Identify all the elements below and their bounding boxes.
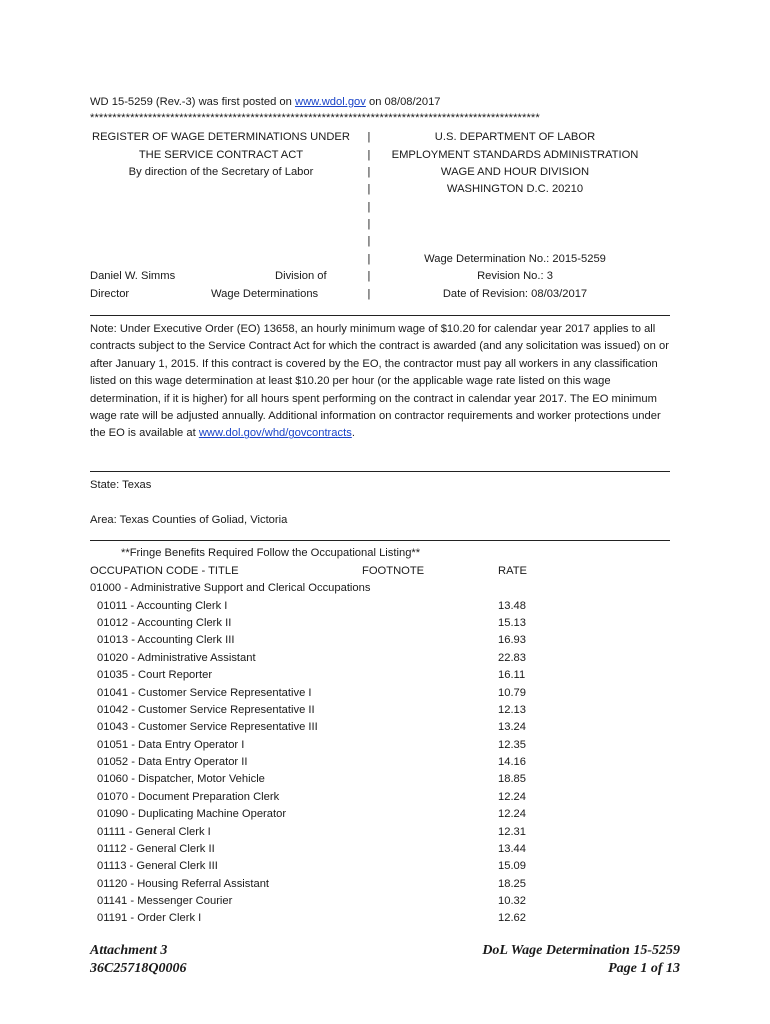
signatory-title: Director <box>90 288 130 300</box>
occupation-title: 01191 - Order Clerk I <box>97 912 202 924</box>
occupation-rate: 12.24 <box>498 808 526 820</box>
column-header-rate: RATE <box>498 565 528 577</box>
wdol-link[interactable]: www.wdol.gov <box>294 96 366 108</box>
occupation-rate: 12.13 <box>498 704 526 716</box>
register-title-line3: By direction of the Secretary of Labor <box>128 166 314 178</box>
column-divider: | <box>367 183 371 195</box>
revision-date: Date of Revision: 08/03/2017 <box>442 288 588 300</box>
occupation-title: 01090 - Duplicating Machine Operator <box>97 808 287 820</box>
column-divider: | <box>367 166 371 178</box>
occupation-rate: 22.83 <box>498 652 526 664</box>
division-label-line1: Division of <box>275 270 327 282</box>
occupation-rate: 12.62 <box>498 912 526 924</box>
header-rule <box>90 315 670 316</box>
determination-number: Wage Determination No.: 2015-5259 <box>424 253 606 265</box>
occupation-rate: 15.13 <box>498 617 526 629</box>
column-divider: | <box>367 253 371 265</box>
note-text: Note: Under Executive Order (EO) 13658, an hourly minimum wage of $10.20 for calendar year 2017 applies to all contracts subject to the Service Contract Act for which the contract is awarded (and any solicitation was issued) on or after January 1, 2015. If this contract is covered by the EO, the contractor must pay all workers in any classification listed on this wage determination at least $10.20 per hour (or the applicable wage rate listed on this wage determination, if it is higher) for all hours spent performing on the contract in calendar year 2017. The EO minimum wage rate will be adjusted annually. Additional information on contractor requirements and worker protections under the EO is available at <box>90 323 669 440</box>
occupation-title: 01012 - Accounting Clerk II <box>97 617 232 629</box>
fringe-benefits-note: **Fringe Benefits Required Follow the Occupational Listing** <box>121 547 421 559</box>
column-header-footnote: FOOTNOTE <box>362 565 425 577</box>
column-divider: | <box>367 149 371 161</box>
occupation-title: 01042 - Customer Service Representative II <box>97 704 315 716</box>
occupation-title: 01052 - Data Entry Operator II <box>97 756 248 768</box>
occupation-title: 01060 - Dispatcher, Motor Vehicle <box>97 773 265 785</box>
footer-wage-determination: DoL Wage Determination 15-5259 <box>482 943 680 958</box>
division-title: WAGE AND HOUR DIVISION <box>440 166 590 178</box>
revision-number: Revision No.: 3 <box>477 270 553 282</box>
column-divider: | <box>367 288 371 300</box>
note-rule <box>90 471 670 472</box>
column-divider: | <box>367 131 371 143</box>
state-label: State: Texas <box>90 479 152 491</box>
column-divider: | <box>367 201 371 213</box>
page-number: Page 1 of 13 <box>608 961 680 976</box>
area-rule <box>90 540 670 541</box>
column-divider: | <box>367 218 371 230</box>
division-label-line2: Wage Determinations <box>211 288 319 300</box>
occupation-title: 01011 - Accounting Clerk I <box>97 600 228 612</box>
posting-line <box>90 95 441 109</box>
register-title-line2: THE SERVICE CONTRACT ACT <box>138 149 304 161</box>
occupation-rate: 12.35 <box>498 739 526 751</box>
note-period: . <box>351 427 355 440</box>
occupation-title: 01141 - Messenger Courier <box>97 895 233 907</box>
column-header-occupation: OCCUPATION CODE - TITLE <box>90 565 239 577</box>
occupation-rate: 13.24 <box>498 721 526 733</box>
occupation-title: 01112 - General Clerk II <box>97 843 215 855</box>
occupation-title: 01041 - Customer Service Representative I <box>97 687 312 699</box>
column-divider: | <box>367 270 371 282</box>
address-line: WASHINGTON D.C. 20210 <box>446 183 584 195</box>
occupation-rate: 12.31 <box>498 826 526 838</box>
occupation-title: 01070 - Document Preparation Clerk <box>97 791 280 803</box>
eo-minimum-wage-note <box>90 321 675 443</box>
occupation-rate: 13.44 <box>498 843 526 855</box>
signatory-name: Daniel W. Simms <box>90 270 176 282</box>
occupation-title: 01111 - General Clerk I <box>97 826 211 838</box>
occupation-rate: 12.24 <box>498 791 526 803</box>
occupation-title: 01113 - General Clerk III <box>97 860 218 872</box>
occupation-rate: 14.16 <box>498 756 526 768</box>
occupation-group-title: 01000 - Administrative Support and Clerical Occupations <box>90 582 371 594</box>
occupation-title: 01043 - Customer Service Representative III <box>97 721 318 733</box>
occupation-rate: 13.48 <box>498 600 526 612</box>
occupation-rate: 10.32 <box>498 895 526 907</box>
footer-attachment: Attachment 3 <box>90 943 168 958</box>
column-divider: | <box>367 235 371 247</box>
department-title: U.S. DEPARTMENT OF LABOR <box>434 131 596 143</box>
occupation-title: 01013 - Accounting Clerk III <box>97 634 235 646</box>
occupation-title: 01120 - Housing Referral Assistant <box>97 878 270 890</box>
occupation-rate: 10.79 <box>498 687 526 699</box>
administration-title: EMPLOYMENT STANDARDS ADMINISTRATION <box>391 149 639 161</box>
occupation-title: 01051 - Data Entry Operator I <box>97 739 245 751</box>
area-label: Area: Texas Counties of Goliad, Victoria <box>90 514 288 526</box>
occupation-rate: 16.11 <box>498 669 526 681</box>
asterisk-separator: ***************************************************************************************************** <box>90 112 540 124</box>
govcontracts-link[interactable]: www.dol.gov/whd/govcontracts <box>198 427 352 440</box>
occupation-title: 01020 - Administrative Assistant <box>97 652 256 664</box>
posting-suffix: on 08/08/2017 <box>368 96 441 108</box>
occupation-rate: 18.25 <box>498 878 526 890</box>
footer-solicitation-number: 36C25718Q0006 <box>90 961 187 976</box>
occupation-rate: 18.85 <box>498 773 526 785</box>
posting-prefix: WD 15-5259 (Rev.-3) was first posted on <box>90 96 292 108</box>
register-title-line1: REGISTER OF WAGE DETERMINATIONS UNDER <box>92 131 350 143</box>
occupation-rate: 16.93 <box>498 634 526 646</box>
occupation-rate: 15.09 <box>498 860 526 872</box>
occupation-title: 01035 - Court Reporter <box>97 669 213 681</box>
